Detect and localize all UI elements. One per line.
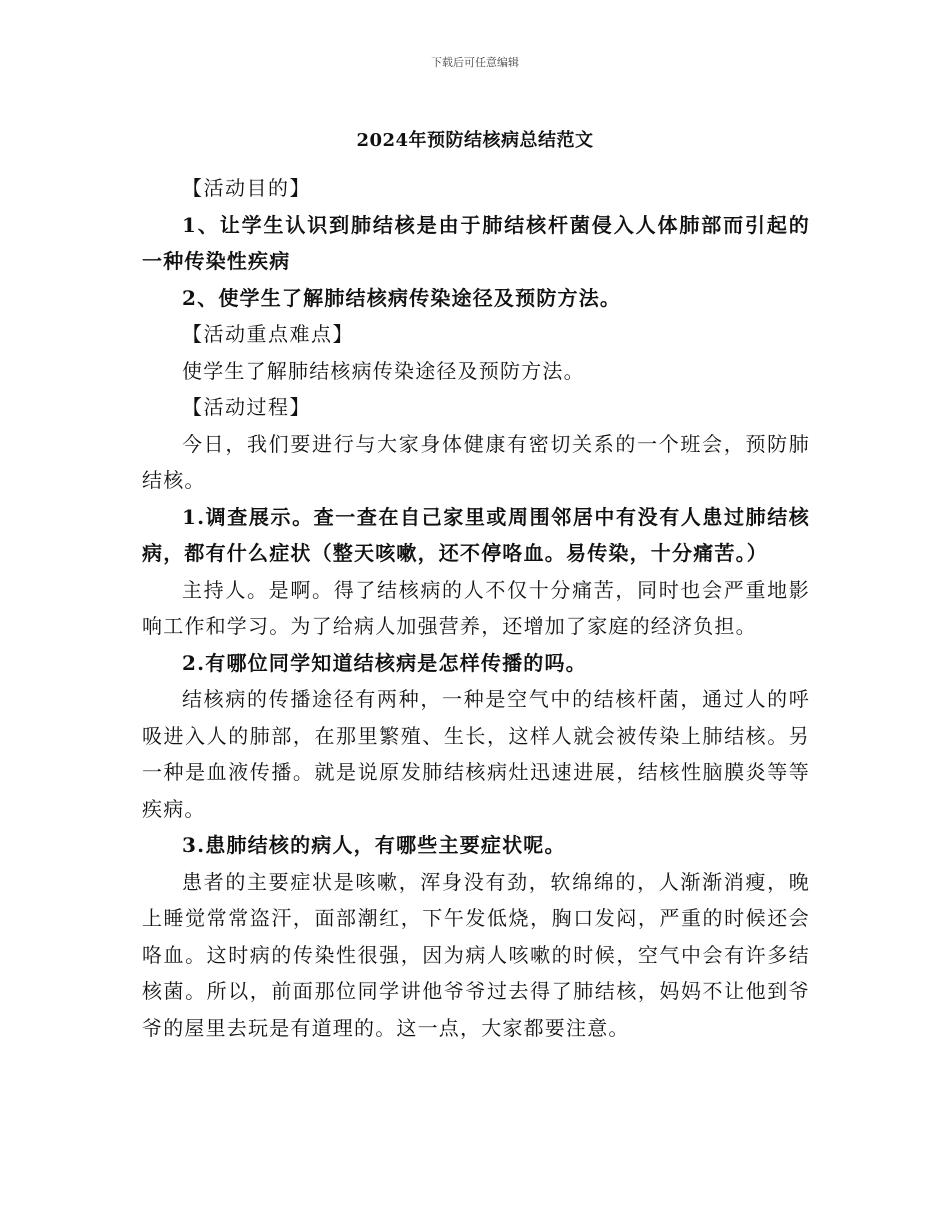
host-remark: 主持人。是啊。得了结核病的人不仅十分痛苦，同时也会严重地影响工作和学习。为了给病人加强营养，还增加了家庭的经济负担。 [142,577,810,638]
purpose-item-2: 2、使学生了解肺结核病传染途径及预防方法。 [182,285,622,310]
process-step-3: 3.患肺结核的病人，有哪些主要症状呢。 [182,833,566,857]
section-heading-purpose: 【活动目的】 [182,176,311,200]
purpose-item-1: 1、让学生认识到肺结核是由于肺结核杆菌侵入人体肺部而引起的一种传染性疾病 [142,212,810,273]
document-body [142,170,810,1046]
process-step-1: 1.调查展示。查一查在自己家里或周围邻居中有没有人患过肺结核病，都有什么症状（整天咳嗽，还不停咯血。易传染，十分痛苦。） [142,504,810,565]
process-step-2: 2.有哪位同学知道结核病是怎样传播的吗。 [182,650,587,675]
page-header-note: 下载后可任意编辑 [431,56,519,69]
section-heading-process: 【活动过程】 [182,395,311,419]
transmission-explanation: 结核病的传播途径有两种，一种是空气中的结核杆菌，通过人的呼吸进入人的肺部，在那里繁殖、生长，这样人就会被传染上肺结核。另一种是血液传播。就是说原发肺结核病灶迅速进展，结核性脑膜炎等等疾病。 [142,687,810,821]
key-points-text: 使学生了解肺结核病传染途径及预防方法。 [182,358,585,383]
symptoms-explanation: 患者的主要症状是咳嗽，浑身没有劲，软绵绵的，人渐渐消瘦，晚上睡觉常常盗汗，面部潮红，下午发低烧，胸口发闷，严重的时候还会咯血。这时病的传染性很强，因为病人咳嗽的时候，空气中会有许多结核菌。所以，前面那位同学讲他爷爷过去得了肺结核，妈妈不让他到爷爷的屋里去玩是有道理的。这一点，大家都要注意。 [142,869,810,1040]
document-title: 2024年预防结核病总结范文 [356,130,594,151]
process-intro: 今日，我们要进行与大家身体健康有密切关系的一个班会，预防肺结核。 [142,431,810,492]
section-heading-key-points: 【活动重点难点】 [182,322,354,346]
